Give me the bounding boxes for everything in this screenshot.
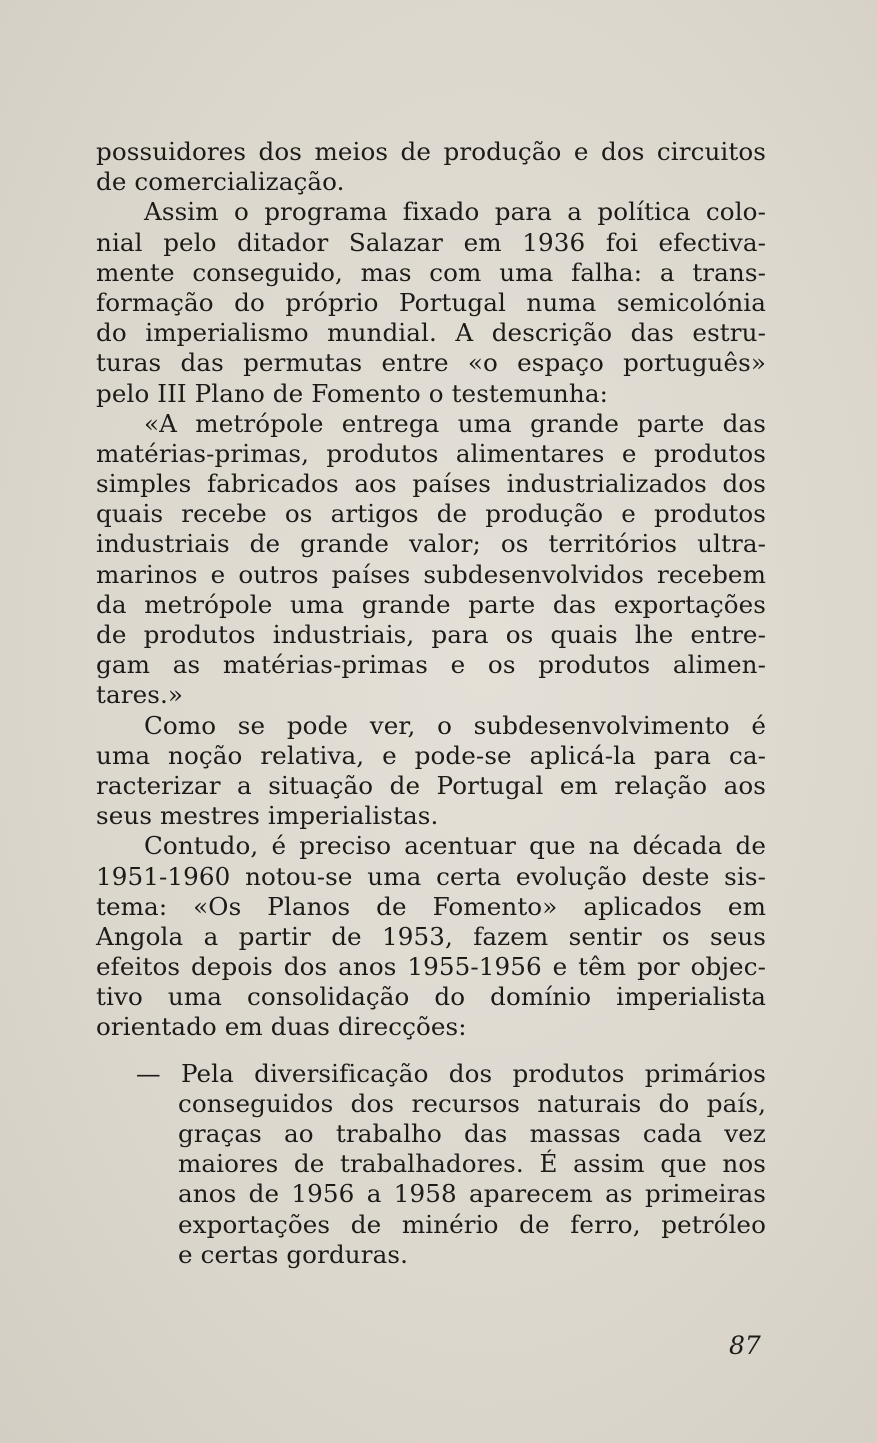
text-line: formação do próprio Portugal numa semicolónia	[96, 287, 766, 317]
text-line: simples fabricados aos países industrializados dos	[96, 469, 766, 499]
text-line: seus mestres imperialistas.	[96, 801, 439, 831]
text-line: anos de 1956 a 1958 aparecem as primeiras	[178, 1179, 766, 1209]
paragraph-1	[96, 137, 766, 197]
quotation	[96, 409, 766, 711]
text-line: e certas gorduras.	[178, 1239, 408, 1269]
text-line: racterizar a situação de Portugal em relação aos	[96, 770, 766, 800]
text-line: de comercialização.	[96, 167, 345, 197]
text-line: mente conseguido, mas com uma falha: a trans-	[96, 257, 766, 287]
text-line: exportações de minério de ferro, petróleo	[178, 1209, 766, 1239]
text-line: graças ao trabalho das massas cada vez	[178, 1119, 766, 1148]
text-line: 1951-1960 notou-se uma certa evolução deste sis-	[96, 861, 766, 891]
text-line: turas das permutas entre «o espaço português»	[96, 348, 766, 378]
text-line: efeitos depois dos anos 1955-1956 e têm por objec-	[96, 952, 766, 982]
text-line: Angola a partir de 1953, fazem sentir os seus	[96, 921, 766, 951]
text-line: Assim o programa fixado para a política colo-	[144, 197, 766, 227]
text-line: uma noção relativa, e pode-se aplicá-la para ca-	[96, 740, 766, 770]
dash-list-item	[96, 1059, 766, 1270]
text-line: Como se pode ver, o subdesenvolvimento é	[144, 710, 766, 740]
text-line: tares.»	[96, 680, 184, 710]
text-line: de produtos industriais, para os quais lhe entre-	[96, 620, 766, 649]
text-line: nial pelo ditador Salazar em 1936 foi efectiva-	[96, 227, 766, 257]
text-line: industriais de grande valor; os territórios ultra-	[96, 529, 766, 559]
paragraph-2	[96, 197, 766, 408]
text-line: da metrópole uma grande parte das exportações	[96, 589, 766, 619]
text-line: marinos e outros países subdesenvolvidos recebem	[96, 559, 766, 589]
page-number: 87	[729, 1331, 761, 1360]
text-line: tema: «Os Planos de Fomento» aplicados em	[96, 891, 766, 921]
text-line: pelo III Plano de Fomento o testemunha:	[96, 378, 608, 408]
paragraph-5	[96, 831, 766, 1042]
text-line: quais recebe os artigos de produção e produtos	[96, 499, 766, 529]
text-line: maiores de trabalhadores. É assim que nos	[178, 1149, 766, 1179]
text-line: «A metrópole entrega uma grande parte das	[144, 408, 766, 438]
text-line: — Pela diversificação dos produtos primários	[136, 1058, 766, 1088]
paragraph-4	[96, 711, 766, 832]
body-text	[96, 137, 766, 1270]
text-line: possuidores dos meios de produção e dos circuitos	[96, 137, 766, 166]
text-line: do imperialismo mundial. A descrição das estru-	[96, 318, 766, 348]
text-line: orientado em duas direcções:	[96, 1012, 467, 1042]
text-line: conseguidos dos recursos naturais do país,	[178, 1088, 766, 1118]
text-line: gam as matérias-primas e os produtos alimen-	[96, 650, 766, 680]
text-line: matérias-primas, produtos alimentares e produtos	[96, 438, 766, 468]
text-line: tivo uma consolidação do domínio imperialista	[96, 982, 766, 1012]
text-line: Contudo, é preciso acentuar que na década de	[144, 831, 766, 861]
